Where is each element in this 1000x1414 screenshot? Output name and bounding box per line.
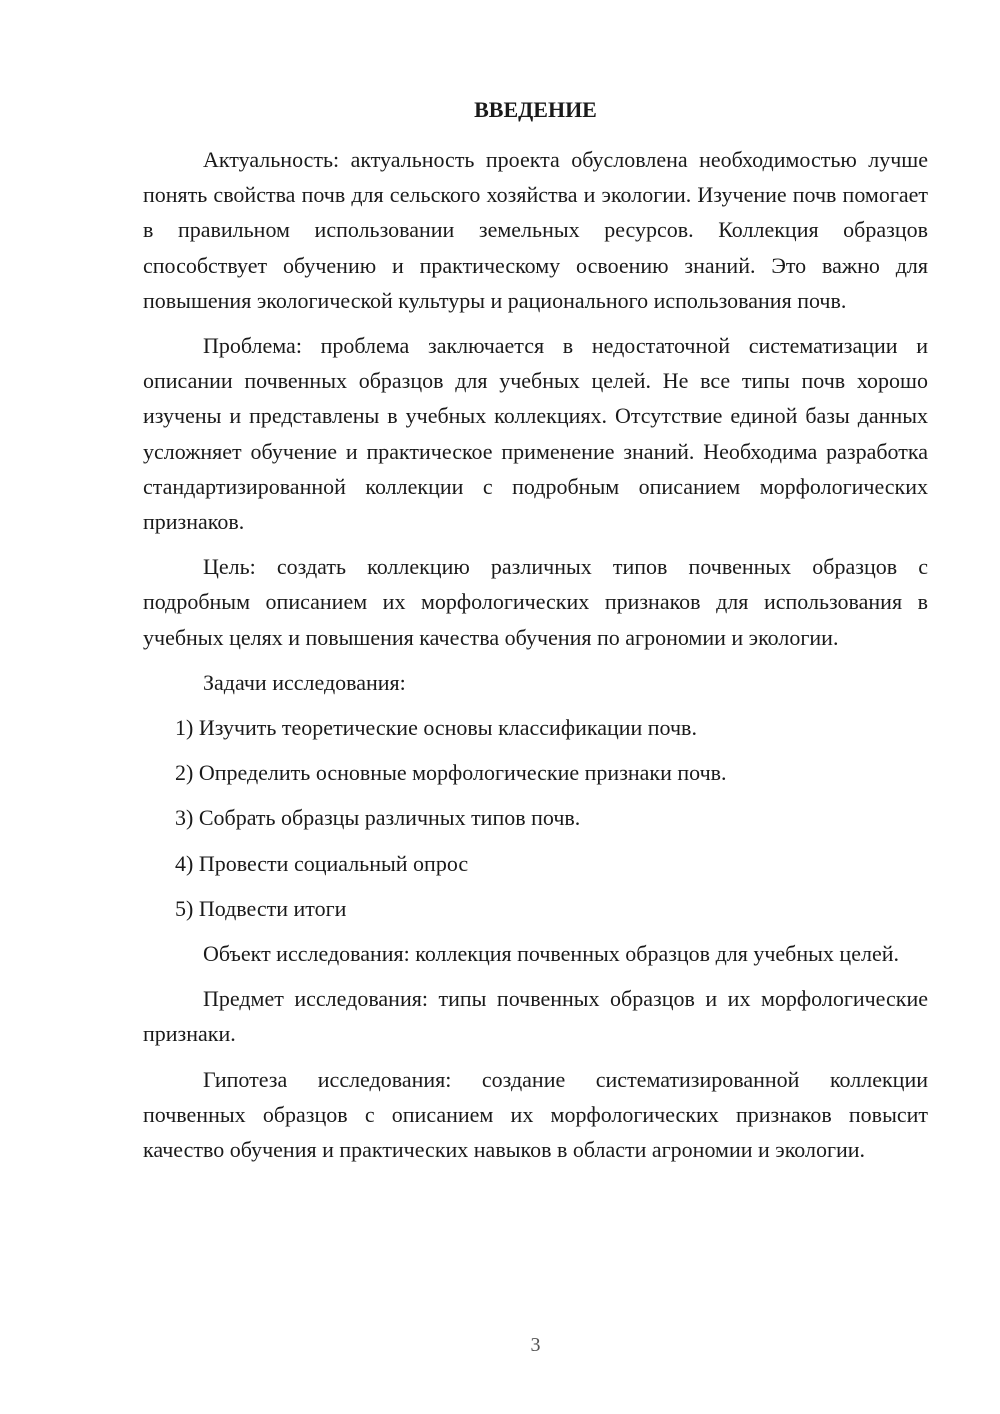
- paragraph-goal: Цель: создать коллекцию различных типов почвенных образцов с подробным описанием их морфологических признаков для использования в учебных целях и повышения качества обучения по агрономии и экологии.: [143, 554, 928, 650]
- page-number: 3: [530, 1334, 541, 1356]
- document-page: [143, 94, 928, 1177]
- task-list: [143, 710, 928, 926]
- task-item: 4) Провести социальный опрос: [175, 850, 469, 876]
- task-item: 1) Изучить теоретические основы классификации почв.: [175, 715, 697, 741]
- paragraph-problem: Проблема: проблема заключается в недостаточной систематизации и описании почвенных образцов для учебных целей. Не все типы почв хорошо изучены и представлены в учебных коллекциях. Отсутствие единой базы данных усложняет обучение и практическое применение знаний. Необходима разработка стандартизированной коллекции с подробным описанием морфологических признаков.: [143, 333, 928, 535]
- task-item: 5) Подвести итоги: [175, 895, 347, 921]
- paragraph-subject: Предмет исследования: типы почвенных образцов и их морфологические признаки.: [143, 986, 928, 1047]
- section-title: ВВЕДЕНИЕ: [474, 97, 597, 122]
- tasks-heading: Задачи исследования:: [203, 669, 406, 695]
- paragraph-object: Объект исследования: коллекция почвенных образцов для учебных целей.: [203, 941, 899, 967]
- paragraph-hypothesis: Гипотеза исследования: создание систематизированной коллекции почвенных образцов с описанием их морфологических признаков повысит качество обучения и практических навыков в области агрономии и экологии.: [143, 1066, 928, 1163]
- paragraph-relevance: Актуальность: актуальность проекта обусловлена необходимостью лучше понять свойства почв для сельского хозяйства и экологии. Изучение почв помогает в правильном использовании земельных ресурсов. Коллекция образцов способствует обучению и практическому освоению знаний. Это важно для повышения экологической культуры и рационального использования почв.: [143, 147, 928, 313]
- task-item: 2) Определить основные морфологические признаки почв.: [175, 760, 727, 786]
- task-item: 3) Собрать образцы различных типов почв.: [175, 805, 581, 831]
